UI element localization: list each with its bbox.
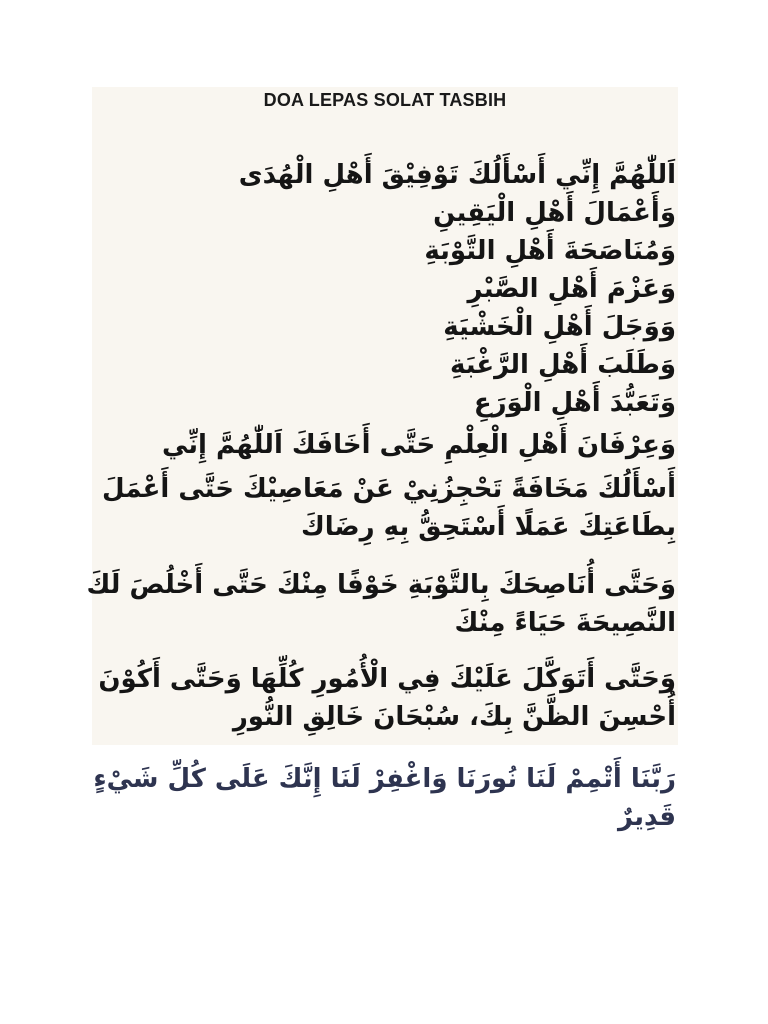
- prayer-line: وَعَزْمَ أَهْلِ الصَّبْرِ: [467, 274, 676, 304]
- prayer-line: وَمُنَاصَحَةَ أَهْلِ التَّوْبَةِ: [424, 236, 676, 266]
- prayer-line: وَوَجَلَ أَهْلِ الْخَشْيَةِ: [443, 312, 676, 342]
- prayer-paragraph: وَحَتَّى أَتَوَكَّلَ عَلَيْكَ فِي الْأُمُورِ كُلِّهَا وَحَتَّى أَكُوْنَ أُحْسِنَ الظَّنَّ بِكَ، سُبْحَانَ خَالِقِ النُّورِ: [98, 664, 676, 732]
- prayer-line: وَأَعْمَالَ أَهْلِ الْيَقِينِ: [433, 198, 676, 228]
- prayer-line: وَطَلَبَ أَهْلِ الرَّغْبَةِ: [449, 350, 676, 380]
- prayer-line: وَتَعَبُّدَ أَهْلِ الْوَرَعِ: [473, 388, 676, 418]
- prayer-line: اَللّٰهُمَّ إِنِّي أَسْأَلُكَ تَوْفِيْقَ أَهْلِ الْهُدَى: [238, 160, 676, 190]
- closing-prayer: رَبَّنَا أَتْمِمْ لَنَا نُورَنَا وَاغْفِرْ لَنَا إِنَّكَ عَلَى كُلِّ شَيْءٍ قَدِيرٌ: [93, 764, 676, 832]
- prayer-paragraph: وَحَتَّى أُنَاصِحَكَ بِالتَّوْبَةِ خَوْفًا مِنْكَ حَتَّى أَخْلُصَ لَكَ النَّصِيحَةَ حَيَاءً مِنْكَ: [86, 570, 676, 638]
- prayer-paragraph: أَسْأَلُكَ مَخَافَةً تَحْجِزُنِيْ عَنْ مَعَاصِيْكَ حَتَّى أَعْمَلَ بِطَاعَتِكَ عَمَلًا أَسْتَحِقُّ بِهِ رِضَاكَ: [101, 474, 676, 542]
- document-title: DOA LEPAS SOLAT TASBIH: [263, 90, 507, 110]
- prayer-line: وَعِرْفَانَ أَهْلِ الْعِلْمِ حَتَّى أَخَافَكَ اَللّٰهُمَّ إِنِّي: [161, 430, 676, 460]
